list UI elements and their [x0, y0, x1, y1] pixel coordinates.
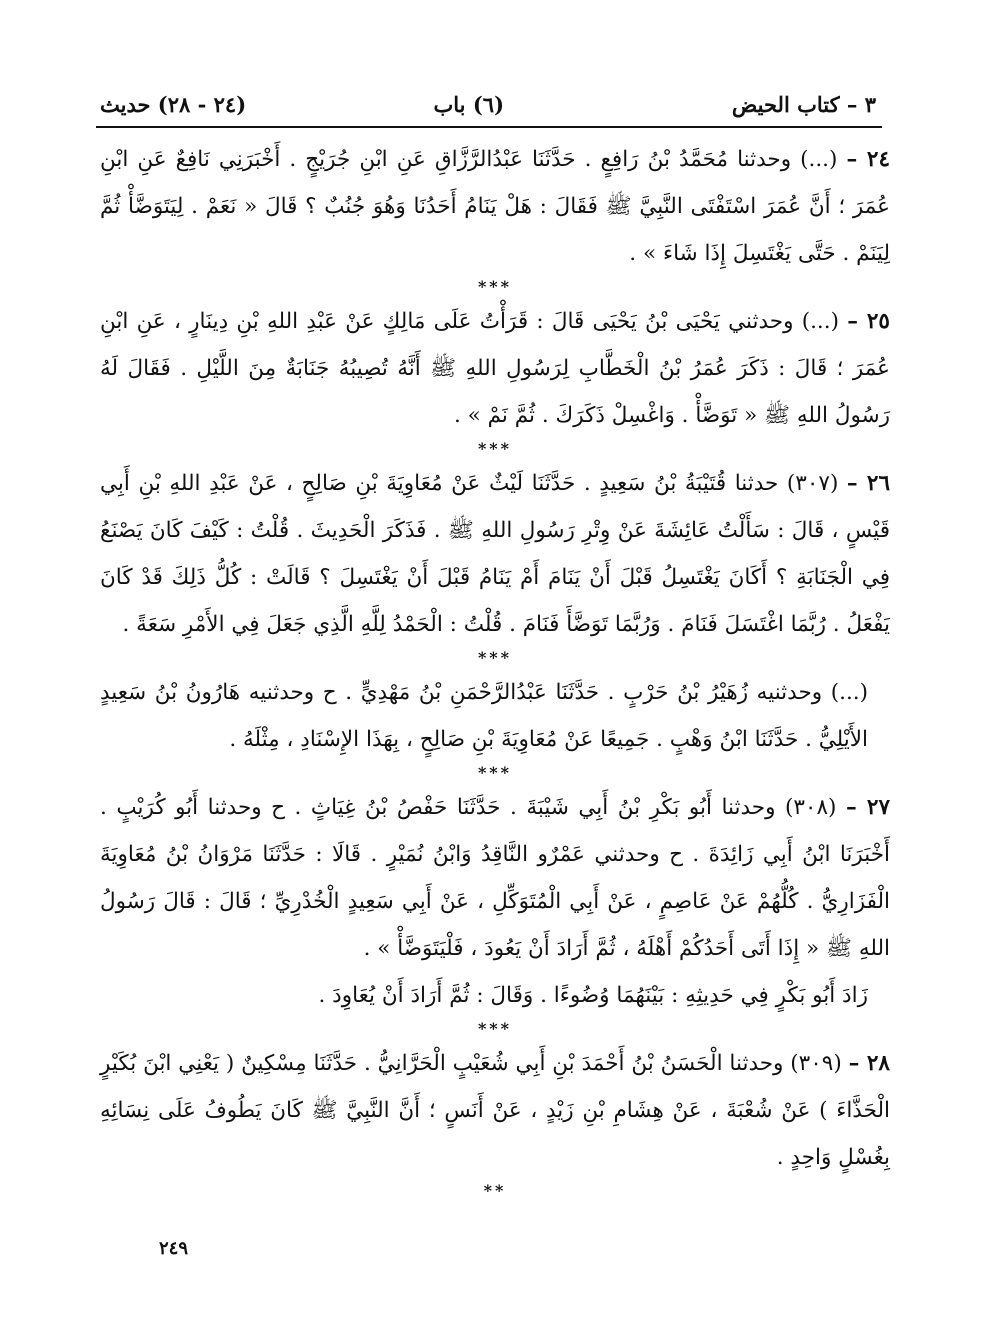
end-separator: ** — [483, 1181, 507, 1200]
hadith-text: (٣٠٩) وحدثنا الْحَسَنُ بْنُ أَحْمَدَ بْنِ أَبِي شُعَيْبٍ الْحَرَّانِيُّ . حَدَّثَنَا مِسْكِينٌ ( يَعْنِي ابْنَ بُكَيْرٍ الْحَذَّاءَ ) عَنْ شُعْبَةَ ، عَنْ هِشَامِ بْنِ زَيْدٍ ، عَنْ أَنَسٍ ؛ أَنَّ النَّبِيَّ ﷺ كَانَ يَطُوفُ عَلَى نِسَائِهِ بِغُسْلٍ وَاحِدٍ . — [100, 1051, 890, 1170]
hadith-26 — [100, 460, 890, 648]
separator: *** — [477, 1019, 513, 1038]
chapter-title: (٦) باب — [433, 92, 504, 117]
separator: *** — [477, 648, 513, 667]
hadith-text: زَادَ أَبُو بَكْرٍ فِي حَدِيثِهِ : بَيْنَهُمَا وُضُوءًا . وَقَالَ : ثُمَّ أَرَادَ أَنْ يُعَاوِدَ . — [318, 983, 868, 1008]
hadith-text: (...) وحدثني يَحْيَى بْنُ يَحْيَى قَالَ : قَرَأْتُ عَلَى مَالِكٍ عَنْ عَبْدِ اللهِ بْنِ دِينَارٍ ، عَنِ ابْنِ عُمَرَ ؛ قَالَ : ذَكَرَ عُمَرُ بْنُ الْخَطَّابِ لِرَسُولِ اللهِ ﷺ أَنَّهُ تُصِيبُهُ جَنَابَةٌ مِنَ اللَّيْلِ . فَقَالَ لَهُ رَسُولُ اللهِ ﷺ « تَوَضَّأْ . وَاغْسِلْ ذَكَرَكَ . ثُمَّ نَمْ » . — [100, 309, 890, 428]
hadith-number: ٢٥ – — [847, 309, 890, 334]
page-header — [100, 90, 876, 126]
hadith-number: ٢٤ – — [846, 147, 890, 172]
hadith-27-addition — [100, 972, 890, 1019]
hadith-24 — [100, 136, 890, 277]
hadith-text: (...) وحدثنا مُحَمَّدُ بْنُ رَافِعٍ . حَدَّثَنَا عَبْدُالرَّزَّاقِ عَنِ ابْنِ جُرَيْجٍ . أَخْبَرَنِي نَافِعٌ عَنِ ابْنِ عُمَرَ ؛ أَنَّ عُمَرَ اسْتَفْتَى النَّبِيَّ ﷺ فَقَالَ : هَلْ يَنَامُ أَحَدُنَا وَهُوَ جُنُبٌ ؟ قَالَ « نَعَمْ . لِيَتَوَضَّأْ ثُمَّ لِيَنَمْ . حَتَّى يَغْتَسِلَ إِذَا شَاءَ » . — [100, 147, 890, 266]
hadith-28 — [100, 1040, 890, 1181]
hadith-text: (...) وحدثنيه زُهَيْرُ بْنُ حَرْبٍ . حَدَّثَنَا عَبْدُالرَّحْمَنِ بْنُ مَهْدِيٍّ . ح وحدثنيه هَارُونُ بْنُ سَعِيدٍ الأَيْلِيُّ . حَدَّثَنَا ابْنُ وَهْبٍ . جَمِيعًا عَنْ مُعَاوِيَةَ بْنِ صَالِحٍ ، بِهَذَا الإِسْنَادِ ، مِثْلَهُ . — [100, 680, 868, 752]
page-number: ٢٤٩ — [158, 1238, 188, 1259]
hadith-text: (٣٠٧) حدثنا قُتَيْبَةُ بْنُ سَعِيدٍ . حَدَّثَنَا لَيْثٌ عَنْ مُعَاوِيَةَ بْنِ صَالِحٍ ، عَنْ عَبْدِ اللهِ بْنِ أَبِي قَيْسٍ ، قَالَ : سَأَلْتُ عَائِشَةَ عَنْ وِتْرِ رَسُولِ اللهِ ﷺ . فَذَكَرَ الْحَدِيثَ . قُلْتُ : كَيْفَ كَانَ يَصْنَعُ فِي الْجَنَابَةِ ؟ أَكَانَ يَغْتَسِلُ قَبْلَ أَنْ يَنَامَ أَمْ يَنَامُ قَبْلَ أَنْ يَغْتَسِلَ ؟ قَالَتْ : كُلُّ ذَلِكَ قَدْ كَانَ يَفْعَلُ . رُبَّمَا اغْتَسَلَ فَنَامَ . وَرُبَّمَا تَوَضَّأَ فَنَامَ . قُلْتُ : الْحَمْدُ لِلَّهِ الَّذِي جَعَلَ فِي الأَمْرِ سَعَةً . — [100, 471, 890, 637]
hadith-25 — [100, 298, 890, 439]
hadith-range: (٢٤ - ٢٨) حديث — [100, 92, 247, 117]
hadith-number: ٢٨ – — [848, 1051, 890, 1076]
separator: *** — [477, 763, 513, 782]
header-rule — [96, 126, 882, 128]
hadith-text: (٣٠٨) وحدثنا أَبُو بَكْرِ بْنُ أَبِي شَيْبَةَ . حَدَّثَنَا حَفْصُ بْنُ غِيَاثٍ . ح وحدثنا أَبُو كُرَيْبٍ . أَخْبَرَنَا ابْنُ أَبِي زَائِدَةَ . ح وحدثني عَمْرٌو النَّاقِدُ وَابْنُ نُمَيْرٍ . قَالَا : حَدَّثَنَا مَرْوَانُ بْنُ مُعَاوِيَةَ الْفَزَارِيُّ . كُلُّهُمْ عَنْ عَاصِمٍ ، عَنْ أَبِي الْمُتَوَكِّلِ ، عَنْ أَبِي سَعِيدٍ الْخُدْرِيِّ ؛ قَالَ : قَالَ رَسُولُ اللهِ ﷺ « إِذَا أَتَى أَحَدُكُمْ أَهْلَهُ ، ثُمَّ أَرَادَ أَنْ يَعُودَ ، فَلْيَتَوَضَّأْ » . — [100, 795, 890, 961]
hadith-26-variant — [100, 669, 890, 763]
separator: *** — [477, 439, 513, 458]
page-body — [100, 136, 890, 1202]
hadith-number: ٢٧ – — [845, 795, 890, 820]
hadith-27 — [100, 784, 890, 972]
book-title: ٣ – كتاب الحيض — [731, 92, 876, 117]
hadith-number: ٢٦ – — [846, 471, 890, 496]
separator: *** — [477, 277, 513, 296]
